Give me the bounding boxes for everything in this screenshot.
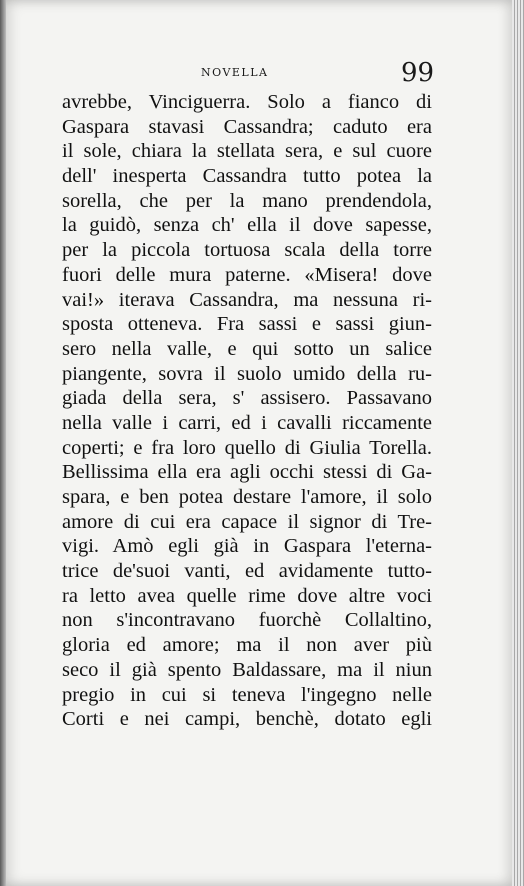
page-number: 99 [401, 58, 435, 88]
text-line: non s'incontravano fuorchè Collaltino, [62, 609, 432, 632]
text-line: vigi. Amò egli già in Gaspara l'eterna- [62, 535, 432, 558]
text-line: fuori delle mura paterne. «Misera! dove [62, 263, 432, 286]
text-line: gloria ed amore; ma il non aver più [62, 634, 432, 657]
text-line: seco il già spento Baldassare, ma il niun [62, 658, 432, 681]
body-text [62, 90, 432, 732]
running-head: NOVELLA [201, 66, 269, 79]
text-line: avrebbe, Vinciguerra. Solo a fianco di [62, 91, 432, 113]
binding-gutter [0, 0, 6, 886]
text-line: Bellissima ella era agli occhi stessi di Ga- [62, 461, 432, 484]
text-line: spara, e ben potea destare l'amore, il solo [62, 486, 432, 508]
text-line: il sole, chiara la stellata sera, e sul cuore [62, 140, 432, 163]
text-line: la guidò, senza ch' ella il dove sapesse, [62, 214, 432, 237]
text-line: ra letto avea quelle rime dove altre voci [62, 584, 432, 607]
text-line: Corti e nei campi, benchè, dotato egli [62, 708, 432, 731]
text-line: trice de'suoi vanti, ed avidamente tutto- [62, 560, 432, 583]
text-line: sero nella valle, e qui sotto un salice [62, 337, 432, 360]
text-line: Gaspara stavasi Cassandra; caduto era [62, 115, 432, 138]
text-line: dell' inesperta Cassandra tutto potea la [62, 165, 432, 188]
text-line: nella valle i carri, ed i cavalli riccamente [62, 411, 432, 434]
text-line: amore di cui era capace il signor di Tre- [62, 510, 432, 533]
text-line: sposta otteneva. Fra sassi e sassi giun- [62, 313, 432, 336]
text-line: pregio in cui si teneva l'ingegno nelle [62, 683, 432, 706]
text-line: sorella, che per la mano prendendola, [62, 189, 432, 212]
text-line: coperti; e fra loro quello di Giulia Torella. [62, 436, 432, 459]
text-line: giada della sera, s' assisero. Passavano [62, 387, 432, 410]
text-line: vai!» iterava Cassandra, ma nessuna ri- [62, 288, 432, 311]
text-line: per la piccola tortuosa scala della torre [62, 239, 432, 262]
text-line: piangente, sovra il suolo umido della ru- [62, 362, 432, 385]
page-edge [512, 0, 524, 886]
